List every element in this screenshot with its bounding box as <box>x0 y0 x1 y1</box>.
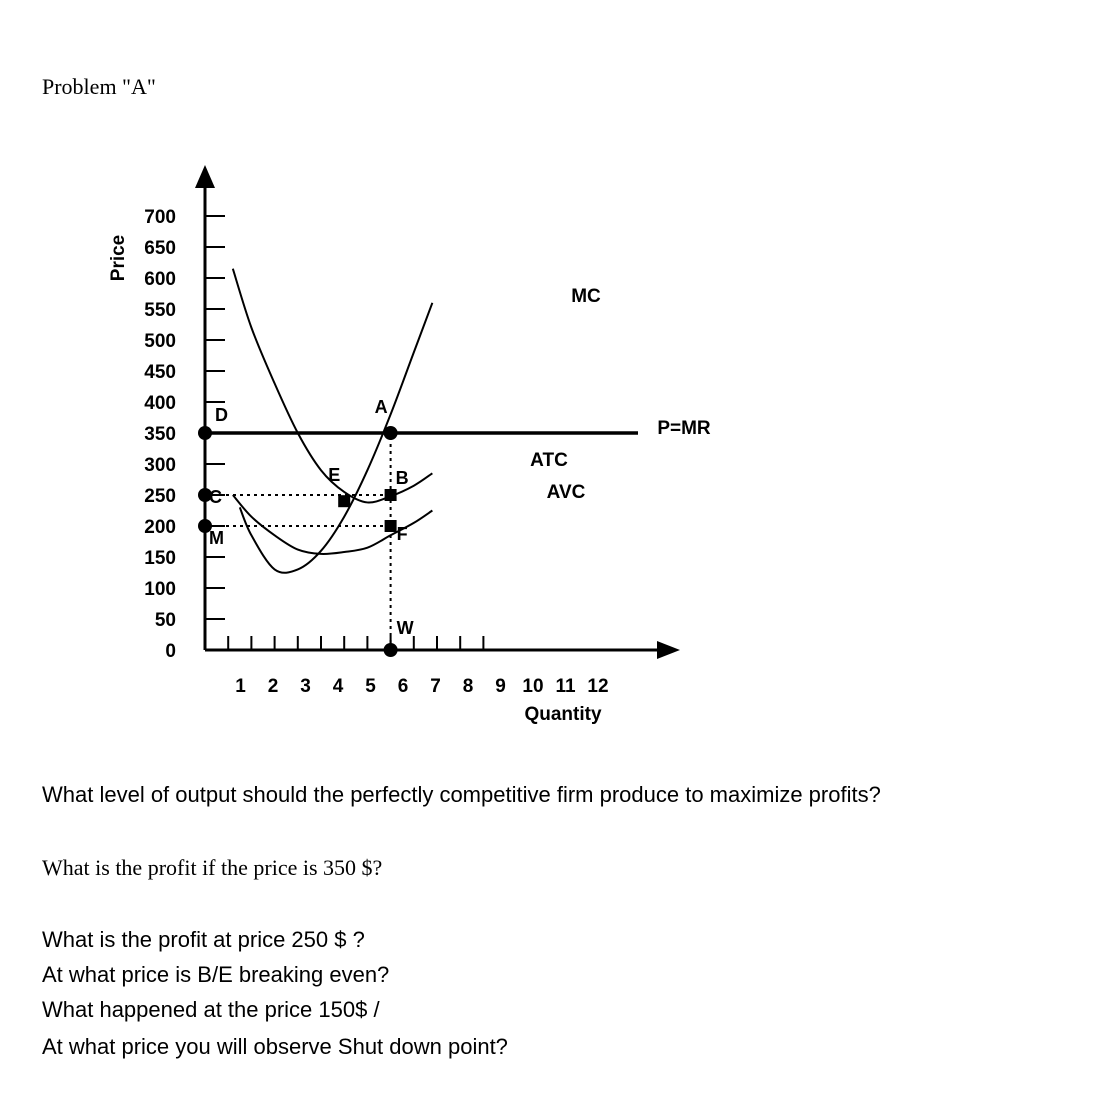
y-tick-label: 600 <box>144 269 176 290</box>
question-output: What level of output should the perfectly competitive firm produce to maximize profits? <box>42 782 881 807</box>
y-tick-label: 50 <box>154 610 176 631</box>
y-tick-label: 700 <box>144 207 176 228</box>
x-tick-label: 4 <box>332 676 344 697</box>
dotted-guides <box>205 433 391 650</box>
point-f <box>385 520 397 532</box>
x-tick-label: 3 <box>300 676 311 697</box>
y-tick-label: 150 <box>144 548 176 569</box>
point-label-c: C <box>209 487 222 507</box>
x-tick-label: 7 <box>430 676 441 697</box>
question-profit-250: What is the profit at price 250 $ ? <box>42 927 365 952</box>
x-tick-label: 11 <box>555 676 576 697</box>
question-price-150: What happened at the price 150$ / <box>42 997 380 1022</box>
x-axis-title: Quantity <box>524 704 602 725</box>
x-tick-label: 9 <box>495 676 506 697</box>
question-shutdown: At what price you will observe Shut down point? <box>42 1034 508 1059</box>
y-tick-label: 450 <box>144 362 176 383</box>
y-tick-label: 250 <box>144 486 176 507</box>
curves <box>205 269 638 573</box>
atc-label: ATC <box>530 450 568 471</box>
point-label-m: M <box>209 528 224 548</box>
x-tick-label: 5 <box>365 676 376 697</box>
y-axis-title: Price <box>108 234 129 282</box>
point-label-a: A <box>374 397 388 417</box>
point-e <box>338 495 350 507</box>
point-label-d: D <box>215 405 228 425</box>
avc-label: AVC <box>546 482 586 503</box>
point-label-e: E <box>328 465 341 486</box>
y-tick-label: 300 <box>144 455 176 476</box>
y-tick-label: 350 <box>144 424 176 445</box>
pmr-label: P=MR <box>657 418 711 439</box>
point-label-f: F <box>396 524 408 544</box>
question-break-even: At what price is B/E breaking even? <box>42 962 390 987</box>
point-w <box>384 643 398 657</box>
axes <box>195 165 680 659</box>
x-axis-arrow <box>657 641 680 659</box>
x-tick-label: 12 <box>587 676 609 697</box>
y-tick-label: 200 <box>144 517 176 538</box>
point-b <box>385 489 397 501</box>
points <box>198 426 398 657</box>
labels <box>108 207 711 725</box>
y-tick-label: 550 <box>144 300 176 321</box>
mc-label: MC <box>571 286 601 307</box>
x-tick-label: 2 <box>267 676 279 697</box>
problem-title: Problem "A" <box>42 74 156 99</box>
point-label-b: B <box>395 468 409 488</box>
question-profit-350: What is the profit if the price is 350 $? <box>42 855 383 880</box>
point-a <box>384 426 398 440</box>
x-tick-label: 8 <box>462 676 474 697</box>
point-d <box>198 426 212 440</box>
y-tick-label: 500 <box>144 331 176 352</box>
y-tick-label: 650 <box>144 238 176 259</box>
x-tick-label: 10 <box>522 676 544 697</box>
y-tick-label: 100 <box>144 579 176 600</box>
y-tick-label: 400 <box>144 393 176 414</box>
y-axis-arrow <box>195 165 215 188</box>
x-tick-label: 6 <box>397 676 409 697</box>
point-label-w: W <box>396 618 414 638</box>
x-tick-label: 1 <box>235 676 246 697</box>
y-tick-label: 0 <box>165 641 176 662</box>
